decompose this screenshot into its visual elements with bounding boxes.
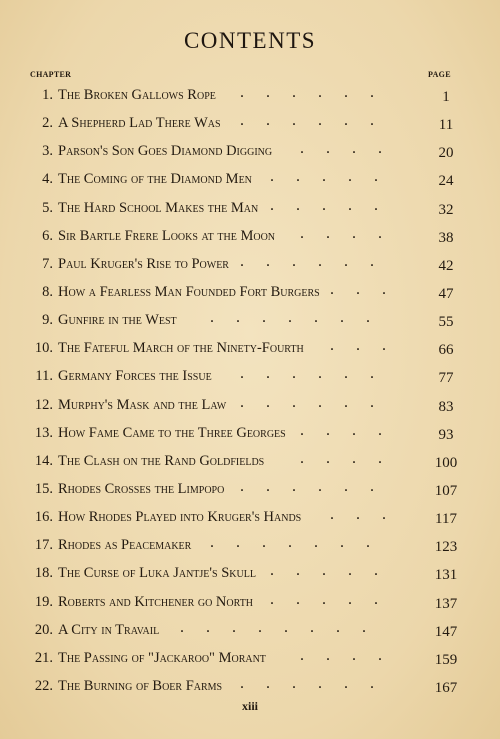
dot-leader: ..... bbox=[270, 168, 400, 186]
chapter-number: 5. bbox=[42, 199, 53, 216]
chapter-number: 15. bbox=[34, 480, 53, 497]
chapter-number: 12. bbox=[34, 396, 53, 413]
page-ref: 83 bbox=[438, 398, 454, 415]
contents-entry bbox=[0, 195, 500, 223]
page-title: CONTENTS bbox=[183, 28, 317, 53]
contents-entry bbox=[0, 448, 500, 476]
page-ref: 159 bbox=[434, 651, 458, 668]
chapter-title: The Burning of Boer Farms bbox=[58, 677, 223, 694]
chapter-number: 16. bbox=[34, 509, 53, 526]
chapter-number: 19. bbox=[34, 593, 53, 610]
dot-leader: ...... bbox=[240, 365, 396, 383]
chapter-title: The Clash on the Rand Goldfields bbox=[58, 452, 265, 469]
page-ref: 42 bbox=[438, 257, 454, 274]
dot-leader: .... bbox=[300, 646, 404, 664]
dot-leader: ...... bbox=[240, 84, 396, 101]
chapter-number: 1. bbox=[42, 87, 53, 103]
contents-entry bbox=[0, 560, 500, 588]
chapter-title: Rhodes Crosses the Limpopo bbox=[58, 480, 225, 497]
contents-entry bbox=[0, 82, 500, 110]
page-ref: 131 bbox=[434, 567, 458, 584]
contents-entry bbox=[0, 138, 500, 166]
chapter-column-header: CHAPTER bbox=[30, 70, 72, 79]
contents-entry bbox=[0, 335, 500, 363]
chapter-title: How Rhodes Played into Kruger's Hands bbox=[58, 509, 302, 526]
contents-entry bbox=[0, 392, 500, 420]
contents-entry bbox=[0, 617, 500, 645]
page-ref: 123 bbox=[434, 539, 458, 556]
dot-leader: ... bbox=[330, 337, 408, 355]
chapter-title: Murphy's Mask and the Law bbox=[58, 396, 227, 413]
contents-entry bbox=[0, 279, 500, 307]
chapter-number: 21. bbox=[34, 649, 53, 666]
chapter-number: 8. bbox=[42, 283, 53, 300]
dot-leader: ...... bbox=[240, 477, 396, 495]
chapter-number: 7. bbox=[42, 255, 53, 272]
chapter-number: 20. bbox=[34, 621, 53, 638]
page-ref: 77 bbox=[438, 370, 454, 387]
page-column-header: PAGE bbox=[428, 70, 451, 79]
chapter-number: 13. bbox=[34, 424, 53, 441]
contents-entry bbox=[0, 504, 500, 532]
page-ref: 38 bbox=[438, 229, 454, 246]
dot-leader: ...... bbox=[240, 252, 396, 270]
contents-entry bbox=[0, 307, 500, 335]
chapter-number: 17. bbox=[34, 537, 53, 554]
page-ref: 20 bbox=[438, 145, 454, 162]
chapter-title: A Shepherd Lad There Was bbox=[58, 115, 221, 132]
chapter-number: 10. bbox=[34, 340, 53, 357]
chapter-title: A City in Travail bbox=[58, 621, 160, 638]
chapter-title: Parson's Son Goes Diamond Digging bbox=[58, 143, 273, 160]
contents-entry bbox=[0, 532, 500, 560]
page-ref: 32 bbox=[438, 201, 454, 218]
chapter-number: 18. bbox=[34, 565, 53, 582]
page-ref: 1 bbox=[442, 89, 450, 105]
contents-entry bbox=[0, 589, 500, 617]
page-ref: 55 bbox=[438, 314, 454, 331]
chapter-number: 4. bbox=[42, 171, 53, 188]
dot-leader: .... bbox=[300, 449, 404, 467]
page-ref: 47 bbox=[438, 285, 454, 302]
page-ref: 107 bbox=[434, 482, 458, 499]
chapter-title: Rhodes as Peacemaker bbox=[58, 537, 192, 554]
chapter-title: Paul Kruger's Rise to Power bbox=[58, 255, 229, 272]
page-ref: 24 bbox=[438, 173, 454, 190]
dot-leader: ..... bbox=[270, 590, 400, 608]
dot-leader: ...... bbox=[240, 112, 396, 130]
chapter-title: Germany Forces the Issue bbox=[58, 368, 212, 385]
chapter-title: Gunfire in the West bbox=[58, 312, 177, 329]
dot-leader: ....... bbox=[210, 534, 392, 552]
page-ref: 117 bbox=[435, 511, 457, 528]
dot-leader: .... bbox=[300, 140, 404, 158]
contents-entry bbox=[0, 251, 500, 279]
chapter-title: How a Fearless Man Founded Fort Burgers bbox=[58, 283, 320, 300]
dot-leader: ...... bbox=[240, 393, 396, 411]
page-ref: 100 bbox=[434, 454, 458, 471]
contents-entry bbox=[0, 223, 500, 251]
chapter-number: 11. bbox=[35, 368, 53, 385]
page-ref: 66 bbox=[438, 342, 454, 359]
page-ref: 167 bbox=[434, 679, 458, 696]
dot-leader: ..... bbox=[270, 196, 400, 214]
chapter-number: 6. bbox=[42, 227, 53, 244]
dot-leader: ...... bbox=[240, 674, 396, 692]
dot-leader: ........ bbox=[180, 618, 388, 636]
dot-leader: ..... bbox=[270, 562, 400, 580]
page-ref: 93 bbox=[438, 426, 454, 443]
chapter-title: Roberts and Kitchener go North bbox=[58, 593, 254, 610]
contents-entry bbox=[0, 166, 500, 194]
page-ref: 11 bbox=[438, 117, 454, 134]
chapter-number: 2. bbox=[42, 115, 53, 132]
contents-entry bbox=[0, 363, 500, 391]
chapter-title: The Passing of "Jackaroo" Morant bbox=[58, 649, 266, 666]
page-number: xiii bbox=[241, 699, 258, 713]
chapter-title: The Coming of the Diamond Men bbox=[58, 171, 252, 188]
dot-leader: ... bbox=[330, 506, 408, 524]
chapter-title: The Curse of Luka Jantje's Skull bbox=[58, 565, 256, 582]
contents-list bbox=[0, 82, 500, 701]
page-ref: 137 bbox=[434, 595, 458, 612]
contents-entry bbox=[0, 420, 500, 448]
chapter-title: The Fateful March of the Ninety-Fourth bbox=[58, 340, 304, 357]
page-ref: 147 bbox=[434, 623, 458, 640]
chapter-number: 3. bbox=[42, 143, 53, 160]
chapter-title: The Broken Gallows Rope bbox=[58, 87, 216, 103]
chapter-title: The Hard School Makes the Man bbox=[58, 199, 259, 216]
dot-leader: .... bbox=[300, 421, 404, 439]
chapter-number: 9. bbox=[42, 312, 53, 329]
contents-entry bbox=[0, 476, 500, 504]
contents-entry bbox=[0, 673, 500, 701]
contents-entry bbox=[0, 110, 500, 138]
chapter-title: How Fame Came to the Three Georges bbox=[58, 424, 286, 441]
chapter-number: 22. bbox=[34, 677, 53, 694]
contents-entry bbox=[0, 645, 500, 673]
chapter-title: Sir Bartle Frere Looks at the Moon bbox=[58, 227, 276, 244]
dot-leader: ... bbox=[330, 280, 408, 298]
dot-leader: ....... bbox=[210, 309, 392, 327]
chapter-number: 14. bbox=[34, 452, 53, 469]
dot-leader: .... bbox=[300, 224, 404, 242]
